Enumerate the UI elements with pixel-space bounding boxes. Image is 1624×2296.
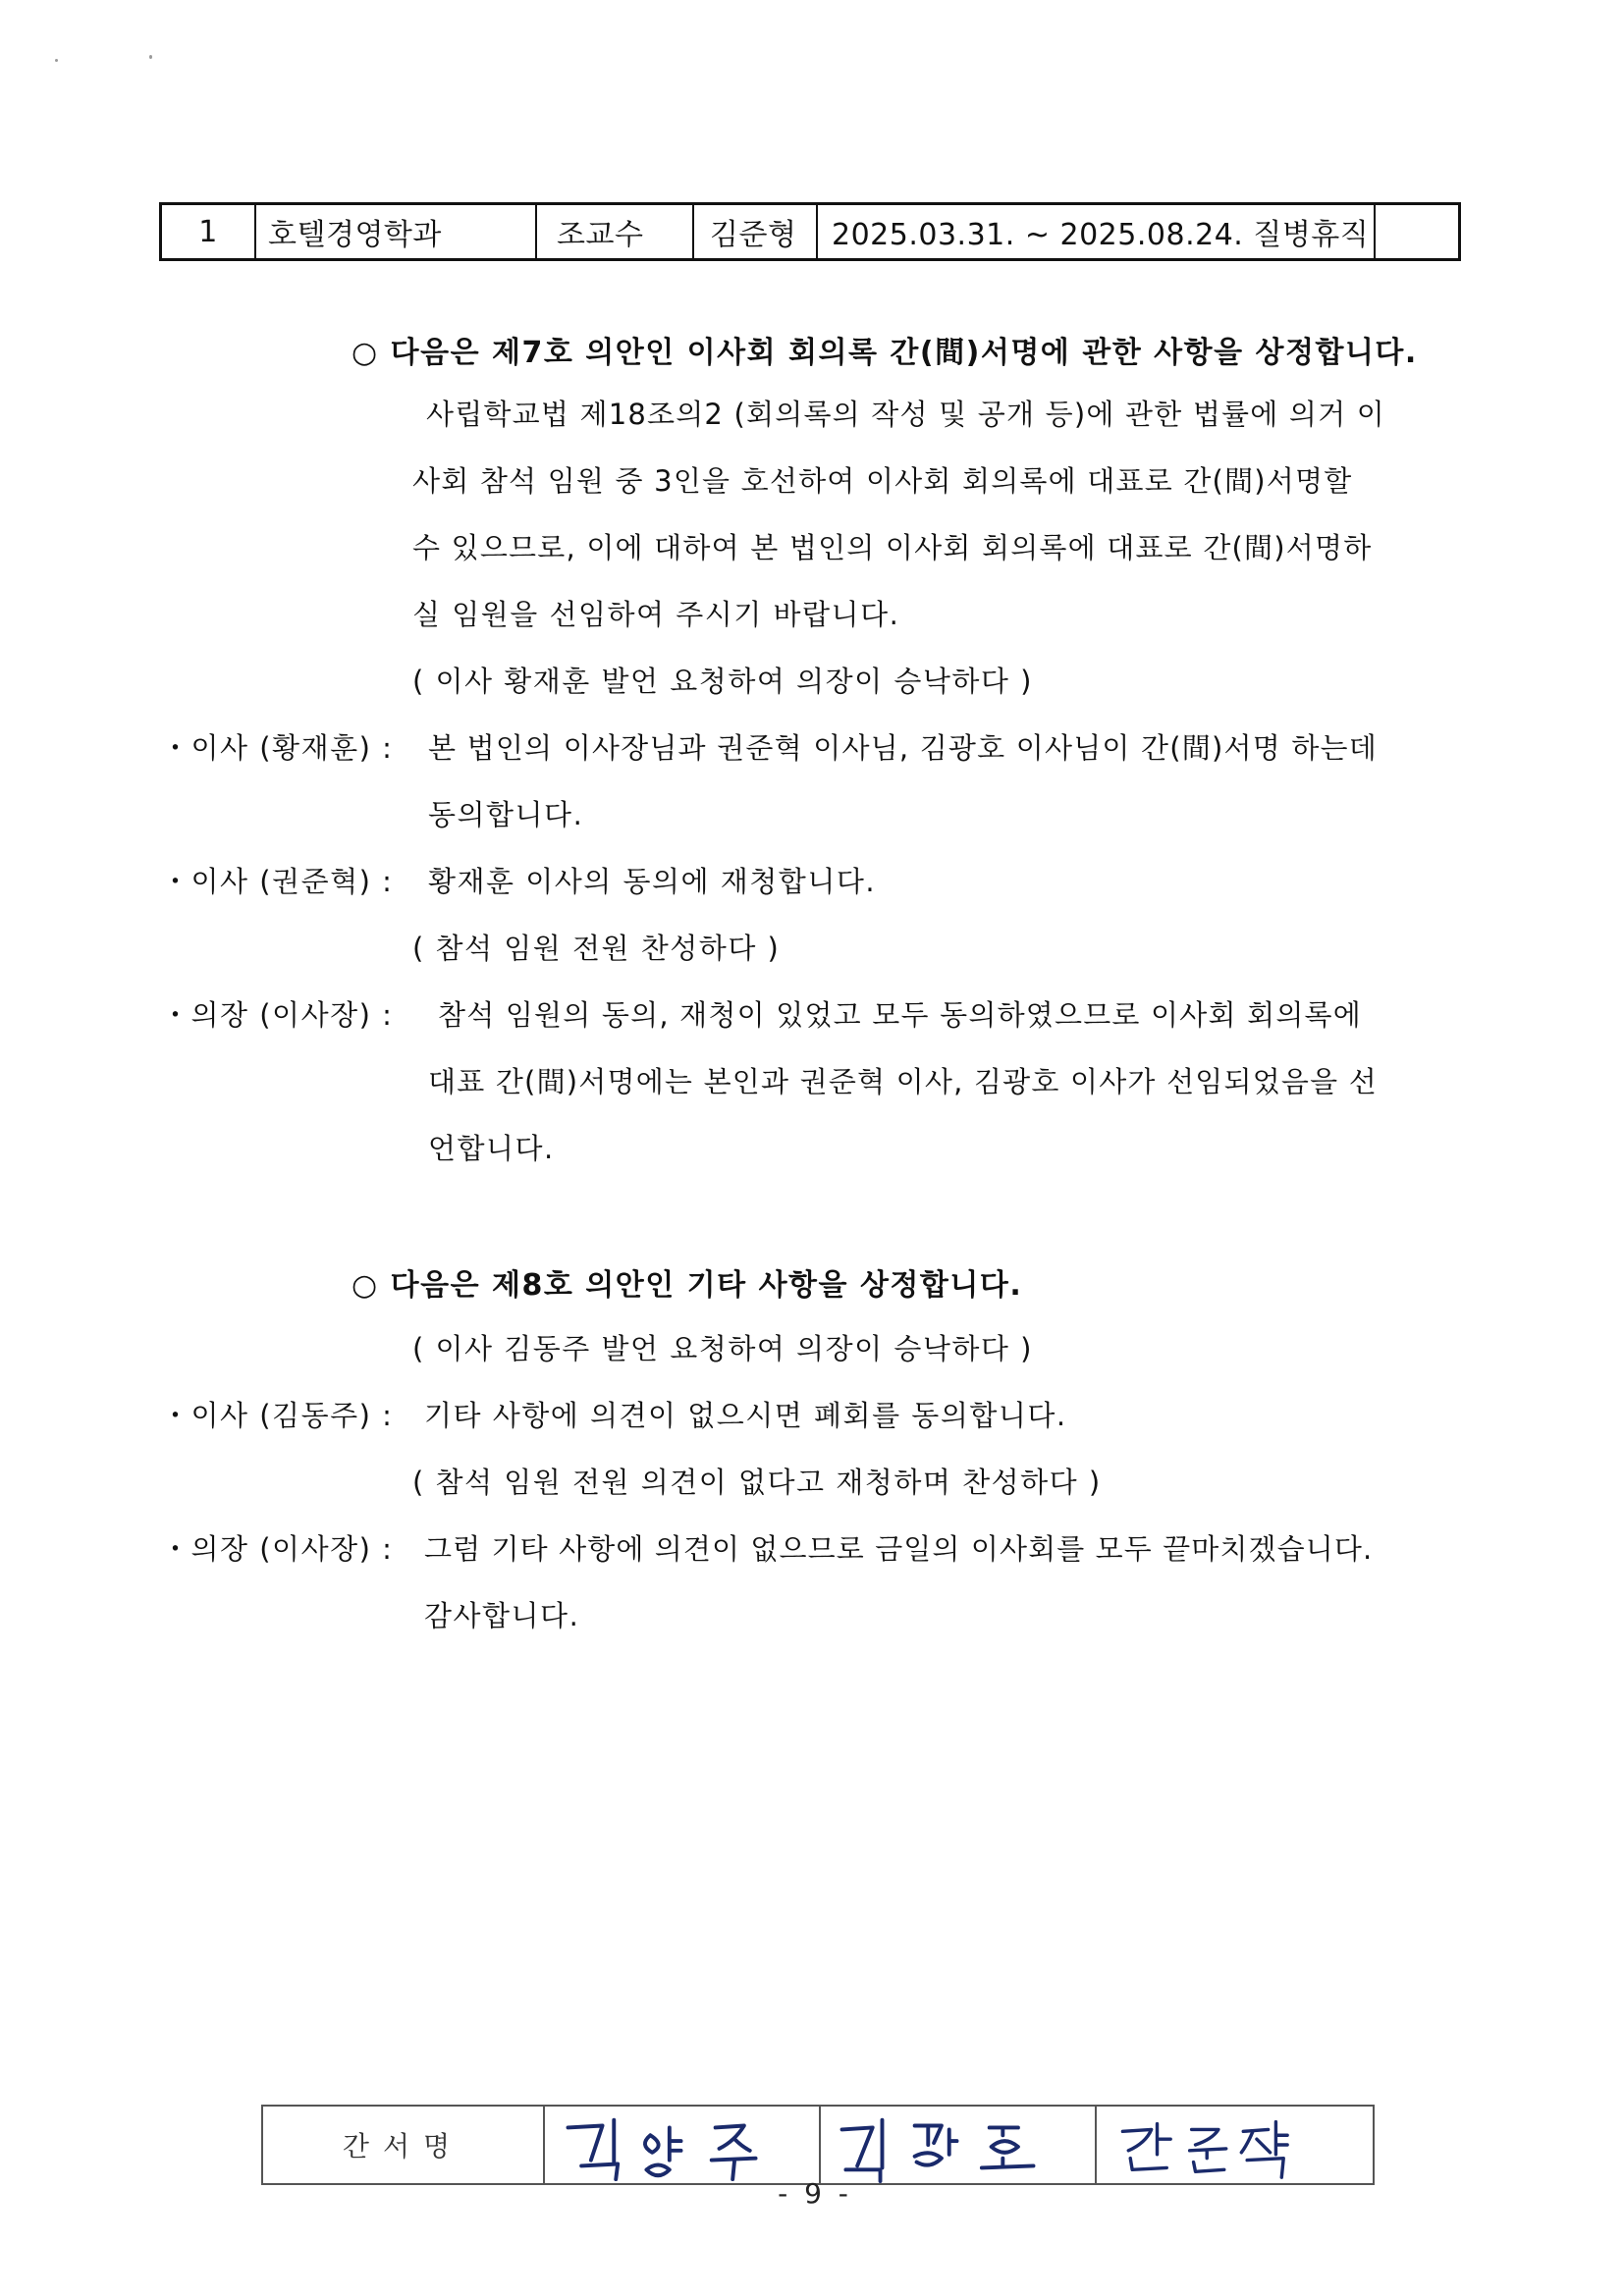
agenda7-speech-3-line-2: 대표 간(間)서명에는 본인과 권준혁 이사, 김광호 이사가 선임되었음을 선 xyxy=(428,1065,1378,1098)
agenda8-note-2: ( 참석 임원 전원 의견이 없다고 재청하며 찬성하다 ) xyxy=(412,1466,1102,1499)
note-cell xyxy=(1376,205,1458,258)
agenda8-speech-1-line-1: 기타 사항에 의견이 없으시면 폐회를 동의합니다. xyxy=(424,1399,1067,1432)
agenda7-body-line-3: 수 있으므로, 이에 대하여 본 법인의 이사회 회의록에 대표로 간(間)서명하 xyxy=(412,531,1373,564)
agenda7-speech-3-line-3: 언합니다. xyxy=(428,1132,555,1165)
leave-table xyxy=(159,202,1461,261)
scan-speck xyxy=(55,59,58,62)
agenda8-heading: ○ 다음은 제8호 의안인 기타 사항을 상정합니다. xyxy=(352,1268,1023,1303)
agenda7-heading: ○ 다음은 제7호 의안인 이사회 회의록 간(間)서명에 관한 사항을 상정합니다. xyxy=(352,336,1418,370)
signature-box xyxy=(261,2105,1375,2185)
agenda7-body-line-2: 사회 참석 임원 중 3인을 호선하여 이사회 회의록에 대표로 간(間)서명할 xyxy=(412,464,1353,498)
scan-speck xyxy=(149,55,152,59)
agenda8-note-1: ( 이사 김동주 발언 요청하여 의장이 승낙하다 ) xyxy=(412,1332,1033,1365)
agenda8-speaker-2: ・의장 (이사장) : xyxy=(161,1532,394,1566)
name-cell: 김준형 xyxy=(694,205,818,258)
agenda7-speech-2-line-1: 황재훈 이사의 동의에 재청합니다. xyxy=(428,865,877,898)
agenda7-speech-1-line-1: 본 법인의 이사장님과 권준혁 이사님, 김광호 이사님이 간(間)서명 하는데 xyxy=(428,731,1378,765)
row-number: 1 xyxy=(162,205,256,258)
agenda7-note-1: ( 이사 황재훈 발언 요청하여 의장이 승낙하다 ) xyxy=(412,665,1033,698)
agenda7-speech-1-line-2: 동의합니다. xyxy=(428,798,584,831)
handwritten-signature-3 xyxy=(1097,2107,1373,2183)
agenda8-speech-2-line-2: 감사합니다. xyxy=(424,1599,580,1632)
agenda7-speaker-1: ・이사 (황재훈) : xyxy=(161,731,394,765)
department-cell: 호텔경영학과 xyxy=(256,205,537,258)
leave-period-cell: 2025.03.31. ~ 2025.08.24. 질병휴직 xyxy=(818,205,1376,258)
handwritten-signature-2 xyxy=(821,2107,1095,2183)
signature-kim-gwangho xyxy=(821,2107,1097,2183)
signature-kwon-junhyuk xyxy=(1097,2107,1373,2183)
agenda7-note-2: ( 참석 임원 전원 찬성하다 ) xyxy=(412,932,781,965)
handwritten-signature-1 xyxy=(545,2107,819,2183)
position-cell: 조교수 xyxy=(537,205,694,258)
signature-label: 간서명 xyxy=(263,2107,545,2183)
agenda7-body-line-1: 사립학교법 제18조의2 (회의록의 작성 및 공개 등)에 관한 법률에 의거 이 xyxy=(426,398,1385,431)
agenda7-speaker-2: ・이사 (권준혁) : xyxy=(161,865,394,898)
page-number: - 9 - xyxy=(778,2177,852,2210)
agenda7-speaker-3: ・의장 (이사장) : xyxy=(161,998,394,1032)
agenda8-speaker-1: ・이사 (김동주) : xyxy=(161,1399,394,1432)
agenda7-speech-3-line-1: 참석 임원의 동의, 재청이 있었고 모두 동의하였으므로 이사회 회의록에 xyxy=(438,998,1362,1032)
agenda7-body-line-4: 실 임원을 선임하여 주시기 바랍니다. xyxy=(412,598,900,631)
signature-kim-youngju xyxy=(545,2107,821,2183)
agenda8-speech-2-line-1: 그럼 기타 사항에 의견이 없으므로 금일의 이사회를 모두 끝마치겠습니다. xyxy=(424,1532,1374,1566)
